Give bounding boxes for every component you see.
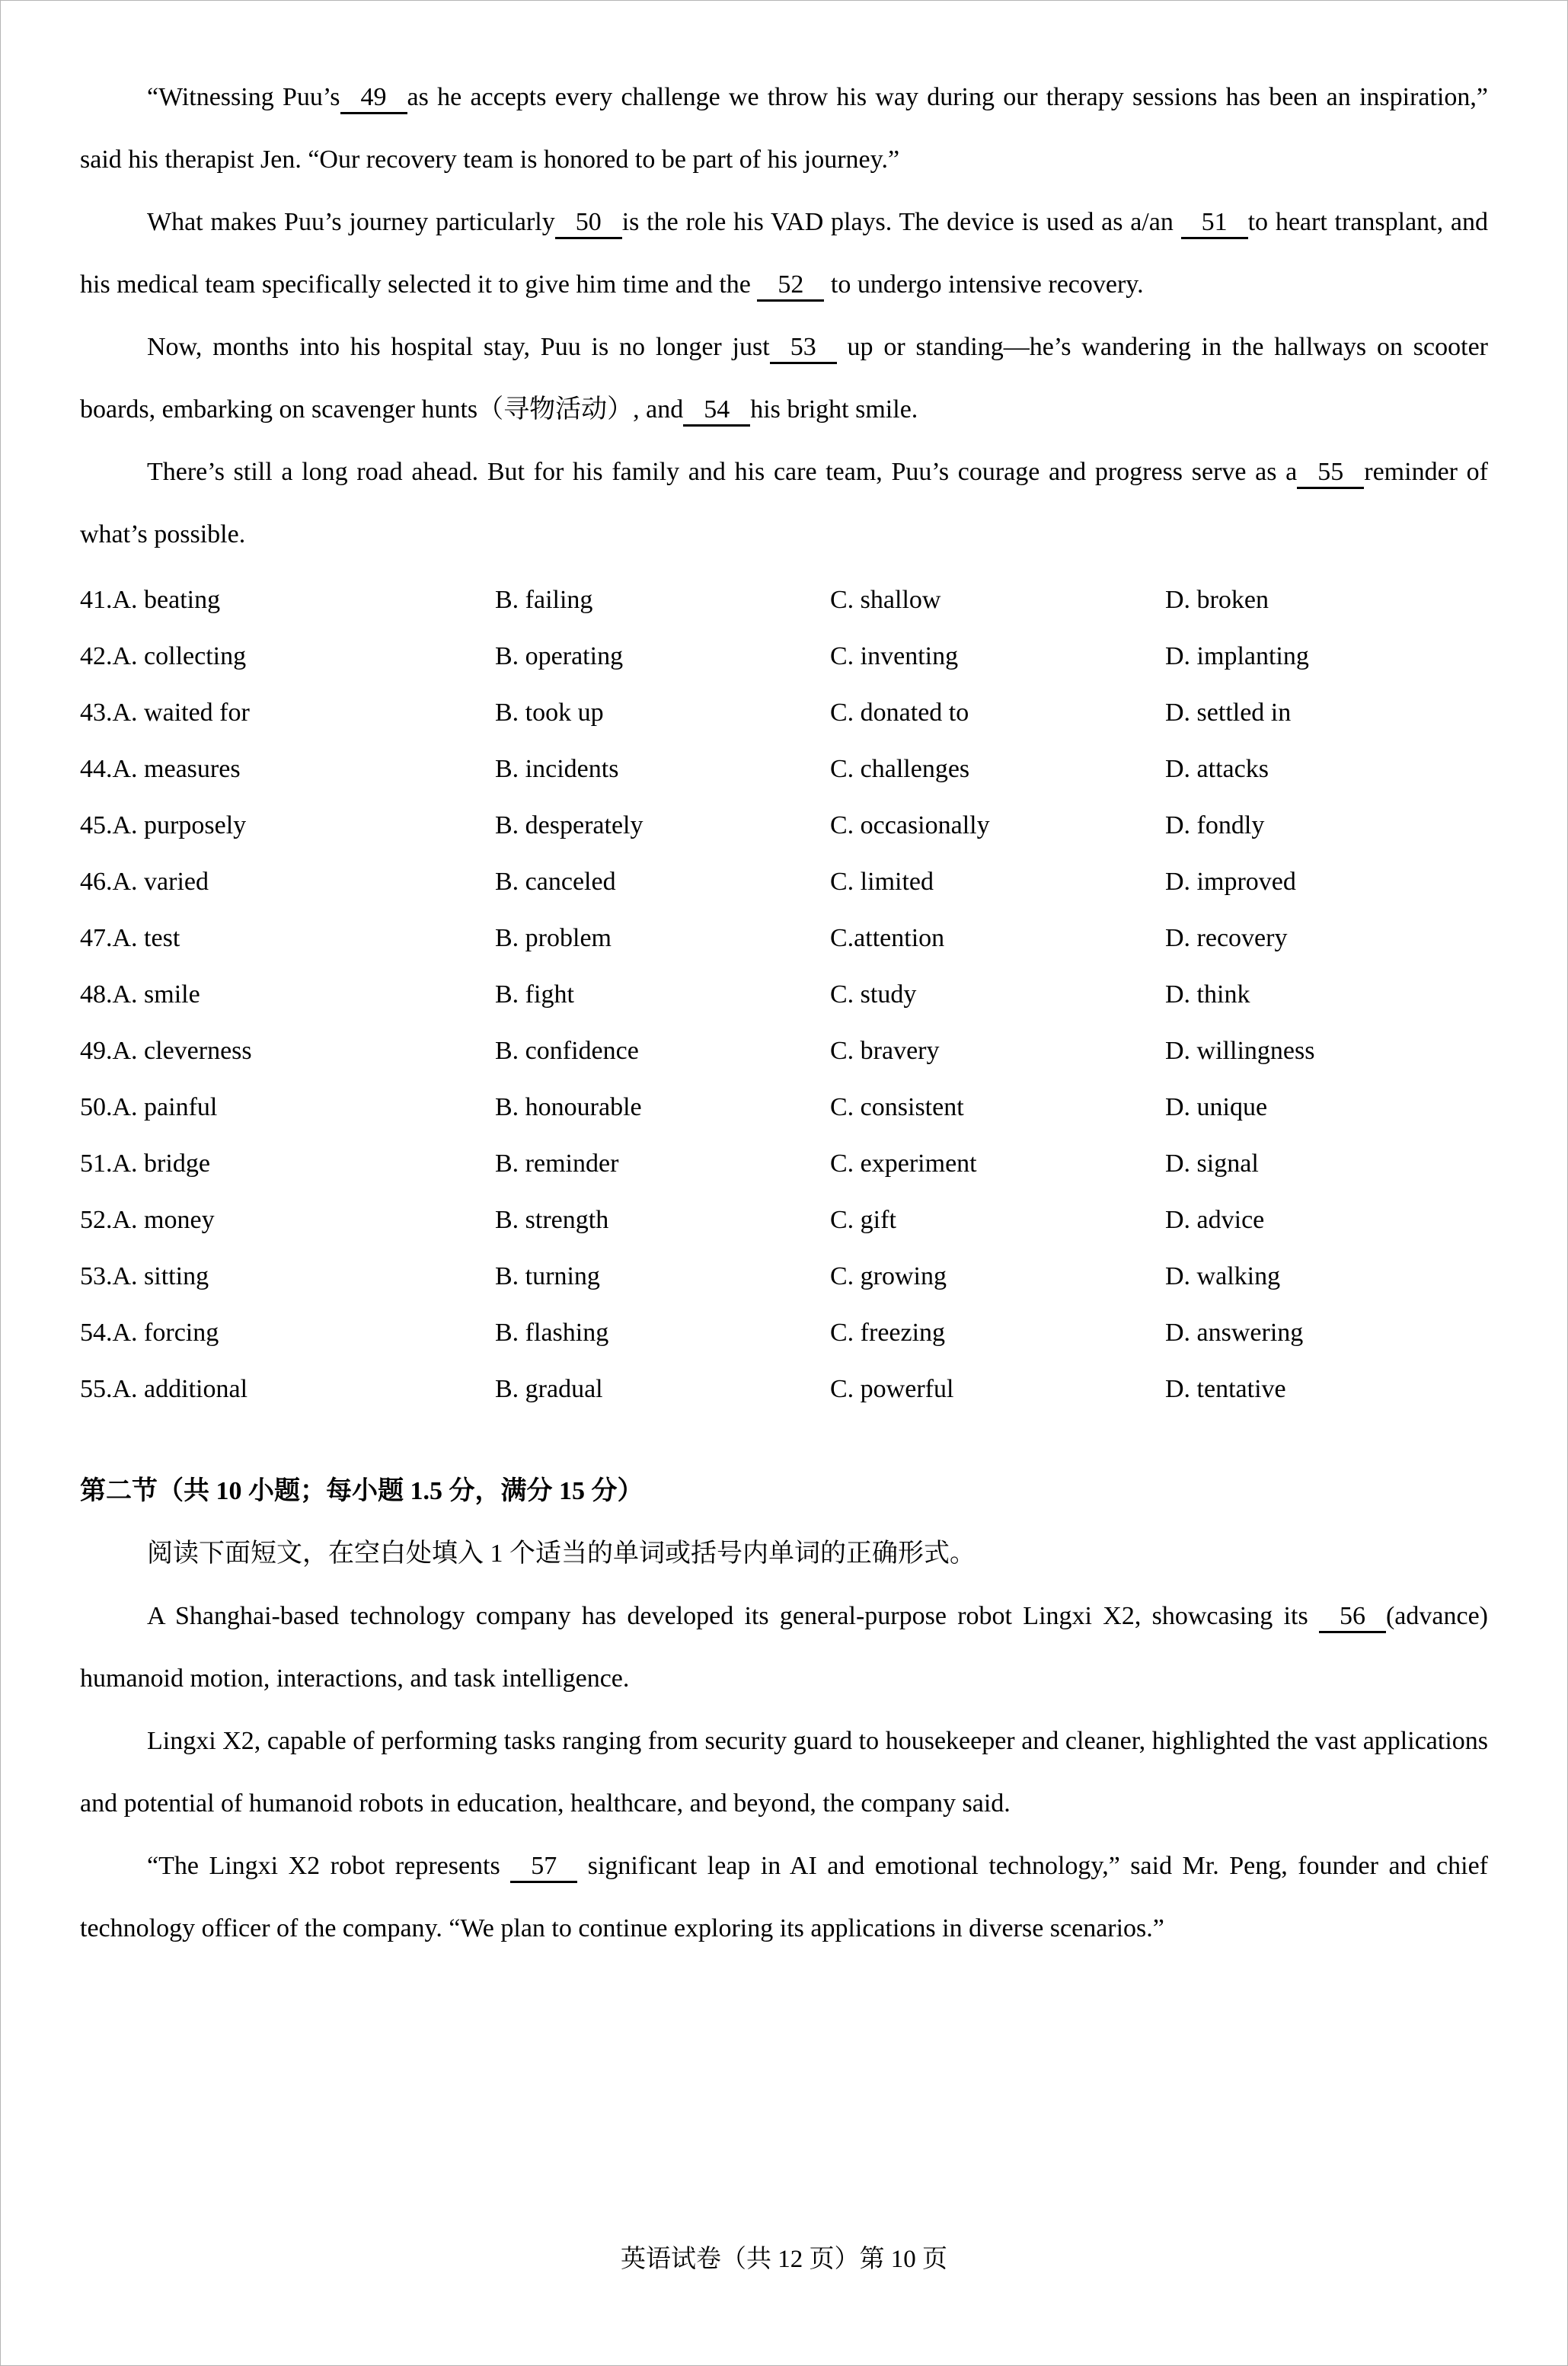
option-cell: C. donated to	[830, 699, 969, 727]
paragraph: “The Lingxi X2 robot represents 57 significant leap in AI and emotional technology,” said Mr. Peng, founder and chief technology officer of the company. “We plan to continue exploring its applications in diverse scenarios.”	[80, 1852, 1488, 1942]
option-cell: D. tentative	[1165, 1375, 1286, 1403]
option-cell: D. improved	[1165, 868, 1296, 896]
option-cell: B. turning	[495, 1262, 600, 1290]
option-cell: B. incidents	[495, 755, 619, 783]
option-cell: C. freezing	[830, 1319, 946, 1347]
option-cell: D. broken	[1165, 586, 1269, 614]
options-row	[80, 1361, 1488, 1418]
option-cell: C. limited	[830, 868, 934, 896]
option-cell: 55.A. additional	[80, 1375, 248, 1403]
option-cell: B. fight	[495, 980, 574, 1009]
options-row	[80, 572, 1488, 628]
section2-instruction: 阅读下面短文，在空白处填入 1 个适当的单词或括号内单词的正确形式。	[147, 1539, 976, 1568]
paragraph: What makes Puu’s journey particularly 50 is the role his VAD plays. The device is used as a/an 51 to heart transplant, and his medical team specifically selected it to give him time and the 52 to undergo intensive recovery.	[80, 191, 1488, 316]
numbered-blank-53: 53	[770, 332, 837, 364]
numbered-blank-49: 49	[340, 82, 407, 114]
option-cell: B. flashing	[495, 1319, 609, 1347]
options-row	[80, 910, 1488, 967]
options-row	[80, 1249, 1488, 1305]
option-cell: 53.A. sitting	[80, 1262, 209, 1290]
option-cell: 51.A. bridge	[80, 1149, 210, 1178]
option-cell: 49.A. cleverness	[80, 1037, 252, 1065]
numbered-blank-56: 56	[1319, 1601, 1386, 1633]
numbered-blank-52: 52	[757, 270, 824, 302]
option-cell: 52.A. money	[80, 1206, 215, 1234]
option-cell: D. fondly	[1165, 811, 1265, 839]
options-row	[80, 798, 1488, 854]
option-cell: B. honourable	[495, 1093, 642, 1121]
numbered-blank-55: 55	[1297, 457, 1364, 489]
grammar-passage	[80, 1585, 1488, 1960]
options-row	[80, 1023, 1488, 1079]
option-cell: 47.A. test	[80, 924, 180, 952]
option-cell: B. gradual	[495, 1375, 603, 1403]
options-row	[80, 1079, 1488, 1136]
option-cell: B. operating	[495, 642, 624, 670]
option-cell: C. consistent	[830, 1093, 964, 1121]
option-cell: B. strength	[495, 1206, 609, 1234]
option-cell: 42.A. collecting	[80, 642, 247, 670]
options-row	[80, 854, 1488, 910]
options-table	[80, 572, 1488, 1418]
option-cell: C. growing	[830, 1262, 947, 1290]
option-cell: B. took up	[495, 699, 604, 727]
option-cell: B. failing	[495, 586, 593, 614]
option-cell: B. desperately	[495, 811, 643, 839]
option-cell: D. walking	[1165, 1262, 1281, 1290]
option-cell: C. experiment	[830, 1149, 977, 1178]
option-cell: D. think	[1165, 980, 1250, 1009]
option-cell: 54.A. forcing	[80, 1319, 219, 1347]
section2-header: 第二节（共 10 小题；每小题 1.5 分，满分 15 分）	[80, 1477, 643, 1505]
option-cell: B. confidence	[495, 1037, 639, 1065]
option-cell: C. powerful	[830, 1375, 954, 1403]
option-cell: C.attention	[830, 924, 945, 952]
options-row	[80, 628, 1488, 685]
option-cell: 41.A. beating	[80, 586, 221, 614]
numbered-blank-54: 54	[683, 395, 750, 427]
option-cell: C. challenges	[830, 755, 970, 783]
option-cell: D. recovery	[1165, 924, 1288, 952]
option-cell: B. canceled	[495, 868, 616, 896]
option-cell: C. gift	[830, 1206, 896, 1234]
options-row	[80, 1305, 1488, 1361]
option-cell: 45.A. purposely	[80, 811, 247, 839]
option-cell: 48.A. smile	[80, 980, 200, 1009]
cloze-passage	[80, 66, 1488, 566]
option-cell: D. attacks	[1165, 755, 1269, 783]
option-cell: D. signal	[1165, 1149, 1259, 1178]
option-cell: D. unique	[1165, 1093, 1268, 1121]
option-cell: C. shallow	[830, 586, 941, 614]
numbered-blank-51: 51	[1181, 207, 1248, 239]
option-cell: C. bravery	[830, 1037, 940, 1065]
option-cell: C. study	[830, 980, 917, 1009]
paragraph: Lingxi X2, capable of performing tasks ranging from security guard to housekeeper and cleaner, highlighted the vast applications and potential of humanoid robots in education, healthcare, and beyond, the company said.	[80, 1727, 1488, 1818]
option-cell: D. answering	[1165, 1319, 1304, 1347]
option-cell: D. settled in	[1165, 699, 1292, 727]
option-cell: 43.A. waited for	[80, 699, 250, 727]
paragraph: “Witnessing Puu’s 49 as he accepts every challenge we throw his way during our therapy sessions has been an inspiration,” said his therapist Jen. “Our recovery team is honored to be part of his journey.”	[80, 83, 1488, 174]
option-cell: C. occasionally	[830, 811, 990, 839]
option-cell: B. problem	[495, 924, 612, 952]
option-cell: D. willingness	[1165, 1037, 1315, 1065]
paragraph: There’s still a long road ahead. But for his family and his care team, Puu’s courage and progress serve as a 55 reminder of what’s possible.	[80, 458, 1488, 548]
option-cell: 50.A. painful	[80, 1093, 218, 1121]
numbered-blank-50: 50	[555, 207, 622, 239]
paragraph: Now, months into his hospital stay, Puu is no longer just 53 up or standing—he’s wandering in the hallways on scooter boards, embarking on scavenger hunts（寻物活动）, and 54 his bright smile.	[80, 316, 1488, 441]
options-row	[80, 1136, 1488, 1192]
option-cell: 46.A. varied	[80, 868, 209, 896]
paragraph: A Shanghai-based technology company has developed its general-purpose robot Lingxi X2, showcasing its 56 (advance) humanoid motion, interactions, and task intelligence.	[80, 1602, 1488, 1693]
options-row	[80, 685, 1488, 741]
page-footer: 英语试卷（共 12 页）第 10 页	[621, 2246, 947, 2274]
option-cell: D. implanting	[1165, 642, 1309, 670]
option-cell: B. reminder	[495, 1149, 619, 1178]
option-cell: C. inventing	[830, 642, 959, 670]
options-row	[80, 1192, 1488, 1249]
options-row	[80, 967, 1488, 1023]
option-cell: 44.A. measures	[80, 755, 241, 783]
options-row	[80, 741, 1488, 798]
option-cell: D. advice	[1165, 1206, 1265, 1234]
numbered-blank-57: 57	[510, 1851, 577, 1883]
